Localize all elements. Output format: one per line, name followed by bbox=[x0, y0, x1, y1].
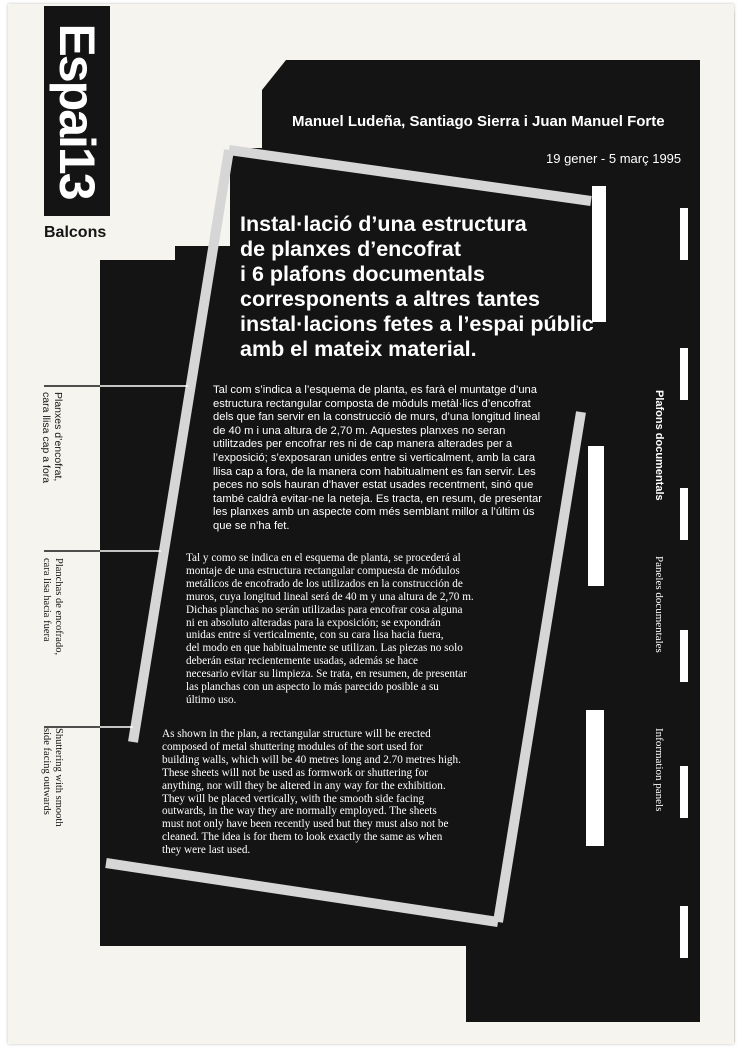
headline-line: Instal·lació d’una estructura bbox=[240, 212, 527, 236]
right-label-english: Information panels bbox=[653, 728, 665, 812]
text-line: de 40 m i una altura de 2,70 m. Aquestes planxes no seran bbox=[213, 424, 506, 437]
text-line: necesario evitar su limpieza. Se trata, en resumen, de presentar bbox=[186, 668, 467, 681]
edge-marker-5 bbox=[680, 766, 688, 818]
text-line: cleaned. The idea is for them to look exactly the same as when bbox=[162, 831, 443, 844]
label-line: Planxes d’encofrat, bbox=[52, 392, 64, 482]
text-line: Dichas planchas no serán utilizadas para encofrar cosa alguna bbox=[186, 603, 463, 616]
text-line: outwards, in the way they are normally employed. The sheets bbox=[162, 805, 437, 818]
headline-line: i 6 plafons documentals bbox=[240, 262, 485, 286]
text-line: l’exposició; s’exposaran unides entre si verticalment, amb la cara bbox=[213, 451, 536, 464]
text-english bbox=[162, 728, 461, 857]
headline bbox=[240, 212, 620, 362]
text-line: Tal com s’indica a l’esquema de planta, es farà el muntatge d’una bbox=[213, 384, 538, 396]
logo-text: Espai13 bbox=[49, 23, 105, 199]
text-line: utilitzades per encofrar res ni de cap manera alterades per a bbox=[213, 438, 513, 451]
text-line: deberán estar recientemente usadas, además se hace bbox=[186, 655, 419, 668]
text-line: As shown in the plan, a rectangular structure will be erected bbox=[162, 728, 431, 740]
text-line: peces no sols hauran d’haver estat usades recentment, sinó que bbox=[213, 479, 534, 492]
headline-line: corresponents a altres tantes bbox=[240, 287, 540, 311]
text-line: dels que fan servir en la construcció de murs, d’una longitud lineal bbox=[213, 411, 541, 424]
doc-panel-3 bbox=[586, 710, 604, 846]
text-line: These sheets will not be used as formwork or shuttering for bbox=[162, 766, 428, 779]
label-line: side facing outwards bbox=[41, 728, 52, 815]
edge-marker-3 bbox=[680, 488, 688, 540]
text-line: les planxes amb un aspecte com més semblant millor a l’últim ús bbox=[213, 506, 535, 519]
text-line: del modo en que habitualmente se utilizan. Las piezas no solo bbox=[186, 642, 463, 655]
right-label-catalan: Plafons documentals bbox=[653, 390, 665, 501]
text-line: que se n’ha fet. bbox=[213, 519, 290, 532]
section-title: Balcons bbox=[44, 224, 107, 241]
edge-marker-6 bbox=[680, 906, 688, 958]
text-line: muros, cuya longitud lineal será de 40 m y una altura de 2,70 m. bbox=[186, 590, 474, 603]
text-line: montaje de una estructura rectangular compuesta de módulos bbox=[186, 564, 460, 577]
text-line: unidas entre sí verticalmente, con su cara lisa hacia fuera, bbox=[186, 629, 444, 642]
label-line: Planchas de encofrado, bbox=[53, 558, 64, 656]
text-line: They will be placed vertically, with the smooth side facing bbox=[162, 792, 425, 805]
text-line: must not only have been recently used but they must also not be bbox=[162, 818, 449, 831]
text-line: las planchas con un aspecto lo más parecido posible a su bbox=[186, 681, 439, 694]
edge-marker-2 bbox=[680, 348, 688, 400]
edge-marker-4 bbox=[680, 630, 688, 682]
text-line: they were last used. bbox=[162, 844, 251, 857]
text-line: metálicos de encofrado de los utilizados en la construcción de bbox=[186, 577, 463, 590]
text-spanish bbox=[186, 552, 474, 707]
headline-line: de planxes d’encofrat bbox=[240, 237, 462, 261]
label-line: cara llisa cap a fora bbox=[40, 392, 52, 484]
text-line: llisa cap a fora, de la manera com habitualment es fan servir. Les bbox=[213, 465, 536, 478]
headline-line: instal·lacions fetes a l’espai públic bbox=[240, 312, 594, 336]
text-line: composed of metal shuttering modules of the sort used for bbox=[162, 740, 423, 753]
artists-names: Manuel Ludeña, Santiago Sierra i Juan Manuel Forte bbox=[292, 113, 665, 130]
label-line: Shuttering with smooth bbox=[53, 728, 64, 827]
text-line: building walls, which will be 40 metres long and 2.70 metres high. bbox=[162, 753, 461, 766]
text-line: último uso. bbox=[186, 693, 237, 706]
left-label-catalan bbox=[40, 392, 64, 483]
doc-panel-2 bbox=[588, 446, 604, 586]
espai13-logo bbox=[44, 6, 110, 216]
left-label-spanish bbox=[40, 558, 64, 655]
headline-line: amb el mateix material. bbox=[240, 337, 477, 361]
left-label-english bbox=[40, 728, 64, 827]
text-line: anything, nor will they be altered in any way for the exhibition. bbox=[162, 779, 446, 792]
right-label-spanish: Paneles documentales bbox=[653, 556, 665, 653]
text-line: ni en absoluto alteradas para la exposición; se expondrán bbox=[186, 616, 441, 629]
text-line: estructura rectangular composta de mòduls metàl·lics d’encofrat bbox=[213, 397, 531, 410]
label-line: cara lisa hacia fuera bbox=[41, 558, 52, 642]
edge-marker-1 bbox=[680, 208, 688, 260]
text-line: també caldrà evitar-ne la neteja. Es tracta, en resum, de presentar bbox=[213, 492, 542, 505]
text-catalan bbox=[213, 384, 542, 534]
exhibition-dates: 19 gener - 5 març 1995 bbox=[546, 151, 682, 166]
text-line: Tal y como se indica en el esquema de planta, se procederá al bbox=[186, 552, 461, 564]
